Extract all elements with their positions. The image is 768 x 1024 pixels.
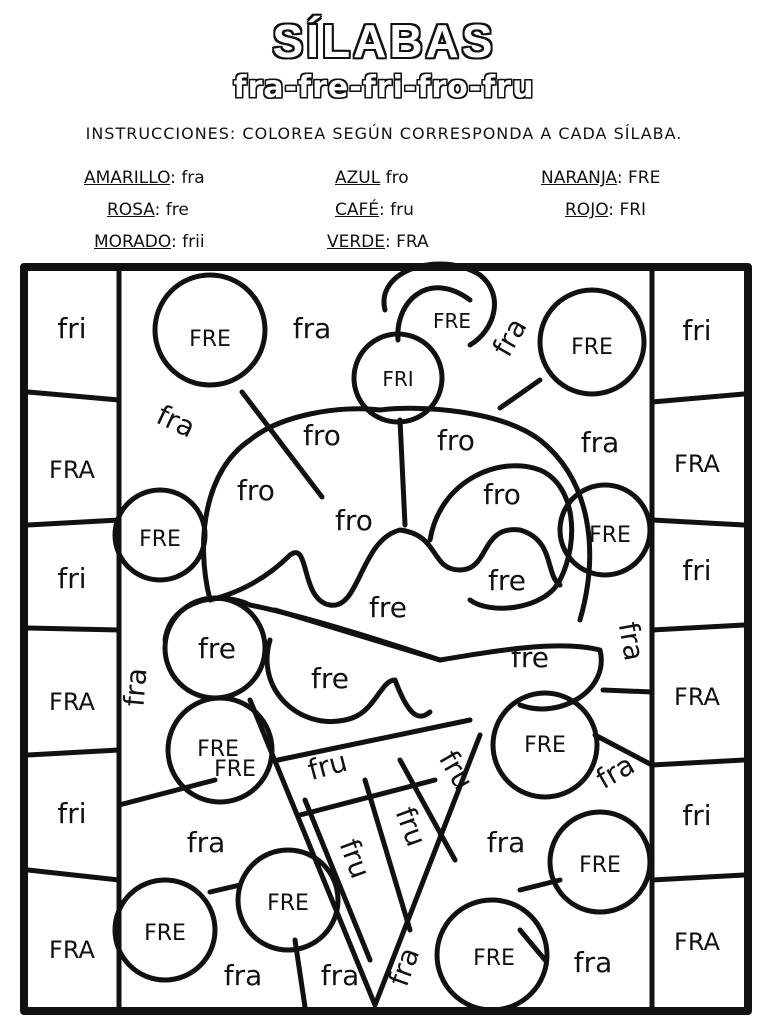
legend-syllable: fru [390, 200, 414, 220]
cell-label-fra-upper: FRA [674, 683, 720, 711]
background-label-fra: fra [186, 826, 226, 859]
background-label-fra: fra [117, 666, 154, 708]
legend-syllable: FRE [628, 168, 661, 188]
background-divider [210, 885, 240, 892]
legend-separator: : [608, 200, 615, 220]
left-cell-divider [28, 870, 119, 880]
cone-label-fru: fru [388, 802, 434, 851]
cone-line [305, 800, 370, 960]
legend-color-name: NARANJA [541, 168, 617, 188]
legend-syllable: fra [181, 168, 205, 188]
worksheet-title: SÍLABAS [272, 15, 496, 67]
legend-separator: : [385, 232, 391, 252]
cell-label-fra-upper: FRA [49, 688, 95, 716]
cell-label-fri: fri [57, 312, 87, 345]
circle-label-FRE: FRE [139, 527, 181, 552]
left-cell-divider [28, 392, 119, 400]
left-cell-divider [28, 628, 119, 630]
background-label-fra: fra [611, 619, 651, 664]
scoop-label-fro: fro [483, 478, 521, 511]
background-label-fra: fra [486, 826, 526, 859]
background-divider [603, 690, 652, 692]
cell-label-fri: fri [682, 799, 712, 832]
circle-label-FRE: FRE [571, 335, 613, 360]
right-cell-divider [652, 520, 744, 525]
legend-syllable: frii [182, 232, 205, 252]
legend-syllable: fro [385, 168, 409, 188]
scoop-label-fro: fro [437, 424, 475, 457]
legend-color-name: CAFÉ [335, 200, 380, 220]
circle-label-FRE: FRE [524, 733, 566, 758]
pink-label-fre: fre [198, 632, 236, 665]
circle-label-FRE: FRE [432, 309, 472, 333]
scoop-label-fro: fro [237, 474, 275, 507]
right-cell-divider [652, 394, 744, 402]
cell-label-fri: fri [57, 562, 87, 595]
right-cell-divider [652, 625, 744, 630]
background-label-fra: fra [223, 959, 263, 992]
scoop-label-fro: fro [335, 504, 373, 537]
cone-label-fru: fru [332, 834, 378, 883]
circle-label-FRE: FRE [197, 737, 239, 762]
pink-band-divider [275, 610, 440, 660]
legend-separator: : [379, 200, 385, 220]
background-label-fra: fra [151, 398, 201, 445]
circle-label-FRE: FRE [267, 891, 309, 916]
circle-label-FRE: FRE [579, 853, 621, 878]
background-label-fra: fra [590, 747, 641, 796]
circle-label-FRE: FRE [214, 757, 256, 782]
ice-cream-scoop-outline [203, 408, 589, 620]
circle-label-FRE: FRE [589, 523, 631, 548]
circle-label-FRI: FRI [382, 367, 414, 391]
legend-separator: : [616, 168, 623, 188]
worksheet-subtitle: fra-fre-fri-fro-fru [233, 70, 535, 105]
background-divider [500, 380, 540, 408]
legend-color-name: AMARILLO [84, 168, 171, 188]
pink-label-fre: fre [488, 564, 526, 597]
circle-label-FRE: FRE [144, 921, 186, 946]
instructions-text: INSTRUCCIONES: COLOREA SEGÚN CORRESPONDA A CADA SÍLABA. [85, 124, 683, 143]
scoop-label-fro: fro [303, 419, 341, 452]
cell-label-fra-upper: FRA [674, 450, 720, 478]
background-divider [119, 780, 215, 805]
right-cell-divider [652, 875, 744, 880]
cone-label-fru: fru [432, 745, 481, 796]
pink-label-fre: fre [311, 662, 349, 695]
background-label-fra: fra [485, 312, 534, 363]
legend-syllable: fre [165, 200, 189, 220]
background-label-fra: fra [320, 959, 360, 992]
legend-separator: : [170, 168, 176, 188]
cell-label-fra-upper: FRA [49, 456, 95, 484]
background-label-fra: fra [573, 946, 613, 979]
background-label-fra: fra [292, 312, 332, 345]
cell-label-fri: fri [682, 554, 712, 587]
left-cell-divider [28, 520, 119, 525]
cone-label-fru: fru [304, 744, 351, 787]
circle-label-FRE: FRE [189, 327, 231, 352]
pink-label-fre: fre [369, 591, 407, 624]
cell-label-fra-upper: FRA [49, 936, 95, 964]
legend-color-name: VERDE [327, 232, 386, 252]
legend-separator: : [170, 232, 177, 252]
background-divider [400, 420, 405, 525]
cell-label-fri: fri [57, 797, 87, 830]
right-cell-divider [652, 760, 744, 765]
circle-label-FRE: FRE [473, 946, 515, 971]
cell-label-fri: fri [682, 314, 712, 347]
cell-label-fra-upper: FRA [674, 928, 720, 956]
legend-color-name: ROSA [107, 200, 155, 220]
background-label-fra: fra [580, 426, 620, 459]
background-label-fra: fra [381, 943, 427, 991]
legend-syllable: FRA [396, 232, 429, 252]
legend-color-name: ROJO [565, 200, 609, 220]
pink-label-fre: fre [511, 641, 549, 674]
legend-separator: : [154, 200, 161, 220]
legend-color-name: MORADO [94, 232, 171, 252]
legend-color-name: AZUL [335, 168, 381, 188]
left-cell-divider [28, 750, 119, 755]
legend-syllable: FRI [619, 200, 647, 220]
